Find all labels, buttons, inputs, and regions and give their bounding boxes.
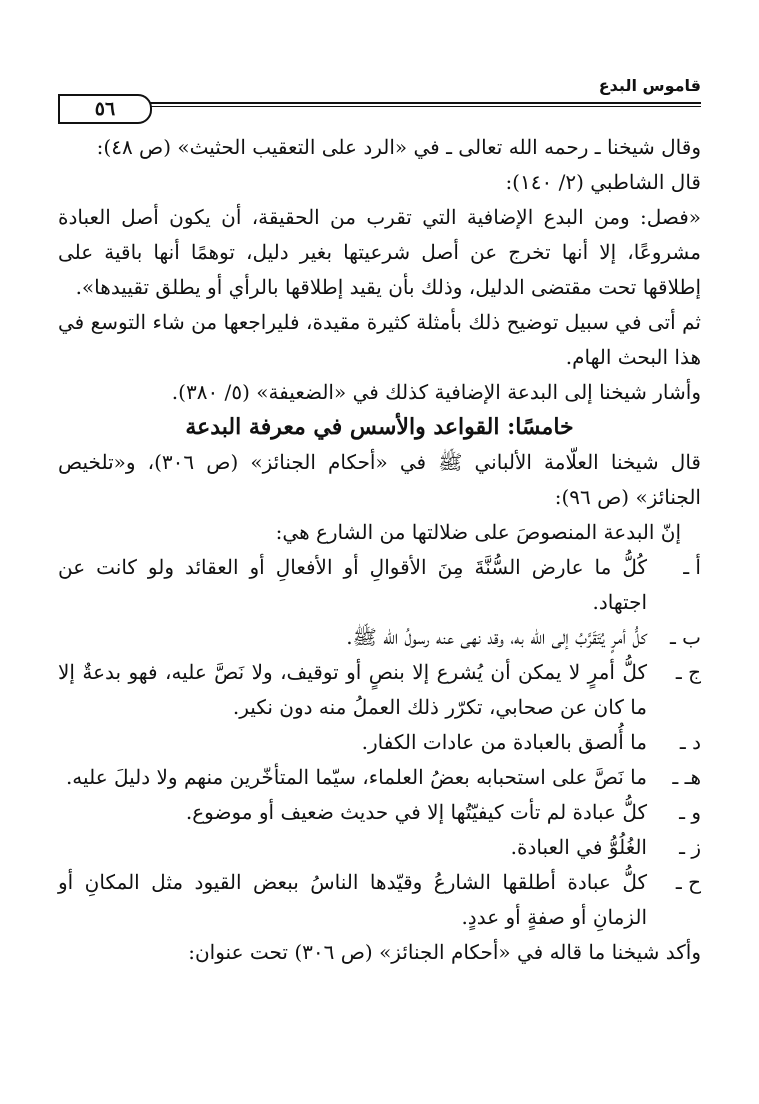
list-item-text: كلُّ أمرٍ لا يمكن أن يُشرع إلا بنصٍ أو توقيف، ولا نَصَّ عليه، فهو بدعةٌ إلا ما كان عن صحابي، تكرّر ذلك العملُ منه دون نكير. [58,660,647,719]
page-number: ٥٦ [58,94,152,124]
list-item-text: كلُّ عبادة أطلقها الشارعُ وقيّدها الناسُ ببعض القيود مثل المكانِ أو الزمانِ أو صفةٍ أو عددٍ. [58,870,647,929]
list-item [58,795,701,830]
quote-paragraph: «فصل: ومن البدع الإضافية التي تقرب من الحقيقة، أن يكون أصل العبادة مشروعًا، إلا أنها تخرج عن أصل شرعيتها بغير دليل، توهمًا أنها باقية على إطلاقها تحت مقتضى الدليل، وذلك بأن يقيد إطلاقها بالرأي أو يطلق تقييدها». [58,205,701,299]
page-body [58,130,701,970]
running-title: قاموس البدع [598,76,701,95]
page-header [58,72,701,124]
list-marker: ز ـ [679,835,701,859]
paragraph: قال الشاطبي (٢/ ١٤٠): [505,170,701,194]
list-item [58,620,701,655]
list-marker: د ـ [679,730,701,754]
list-marker: أ ـ [683,555,701,579]
list-item [58,655,701,725]
list-item [58,550,701,620]
section-heading: خامسًا: القواعد والأسس في معرفة البدعة [185,414,574,440]
header-rule-thin [58,106,701,107]
list-item-text: كلُّ عبادة لم تأت كيفيّتُها إلا في حديث ضعيف أو موضوع. [185,800,647,824]
paragraph: قال شيخنا العلّامة الألباني ﷺ في «أحكام الجنائز» (ص ٣٠٦)، و«تلخيص الجنائز» (ص ٩٦): [58,450,701,509]
list-item [58,865,701,935]
header-rule [58,102,701,104]
paragraph: وأشار شيخنا إلى البدعة الإضافية كذلك في «الضعيفة» (٥/ ٣٨٠). [171,380,701,404]
list-item-text: كُلُّ ما عارض السُّنَّةَ مِنَ الأقوالِ أو الأفعالِ أو العقائد ولو كانت عن اجتهاد. [58,555,647,614]
list-marker: هـ ـ [672,765,701,789]
paragraph: وقال شيخنا ـ رحمه الله تعالى ـ في «الرد على التعقيب الحثيث» (ص ٤٨): [96,135,701,159]
list-marker: و ـ [679,800,701,824]
list-marker: ب ـ [669,625,701,649]
paragraph: ثم أتى في سبيل توضيح ذلك بأمثلة كثيرة مقيدة، فليراجعها من شاء التوسع في هذا البحث الهام. [58,310,701,369]
list-item [58,760,701,795]
list-item-text: ما نَصَّ على استحبابه بعضُ العلماء، سيّما المتأخّرين منهم ولا دليلَ عليه. [65,765,647,789]
list-item-text: ما أُلصق بالعبادة من عادات الكفار. [361,730,647,754]
list-item [58,830,701,865]
list-item [58,725,701,760]
list-marker: ح ـ [675,870,701,894]
list-intro: إنّ البدعة المنصوصَ على ضلالتها من الشارع هي: [275,520,681,544]
closing-paragraph: وأكد شيخنا ما قاله في «أحكام الجنائز» (ص ٣٠٦) تحت عنوان: [188,940,701,964]
list-marker: ج ـ [675,660,701,684]
list-item-text: الغُلُوُّ في العبادة. [510,835,647,859]
list-item-text: كلُّ أمرٍ يُتَقَرَّبُ إلى الله به، وقد نهى عنه رسولُ الله ﷺ. [346,625,647,649]
